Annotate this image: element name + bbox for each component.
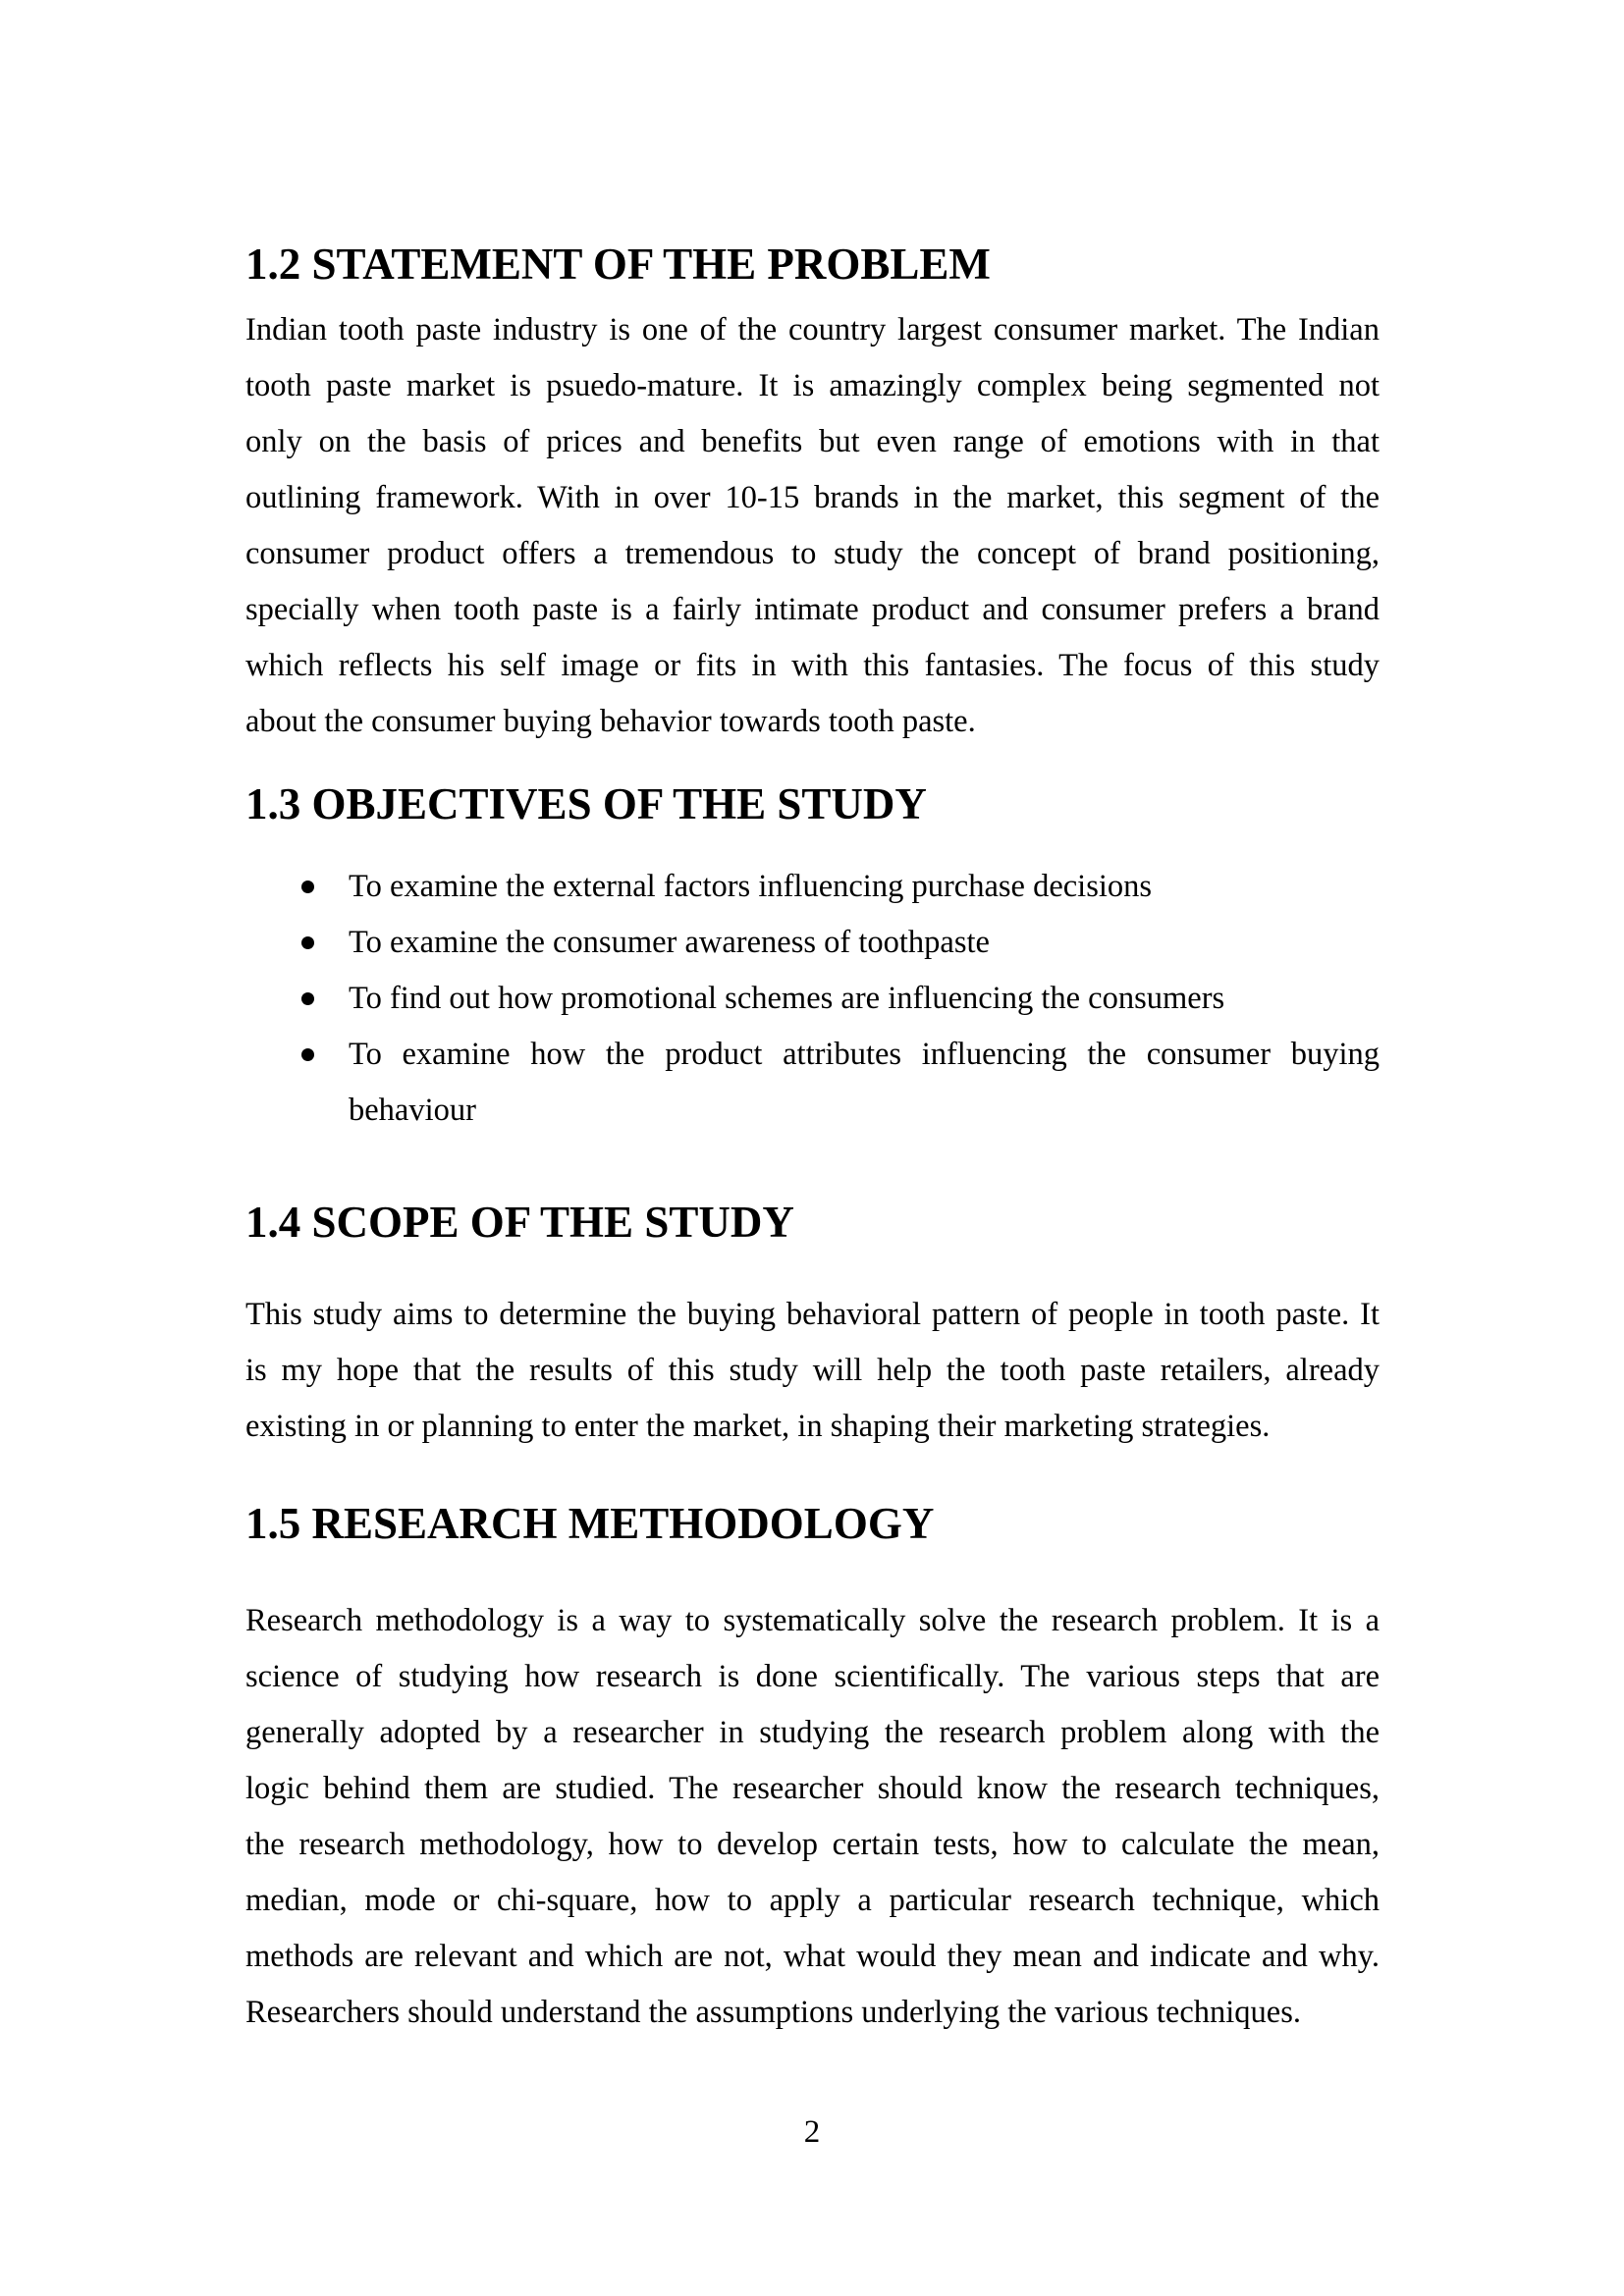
bullet-text — [349, 1027, 1380, 1139]
text-line: logic behind them are studied. The researcher should know the research techniques, — [245, 1771, 1380, 1806]
text-line: This study aims to determine the buying behavioral pattern of people in tooth paste. It — [245, 1297, 1380, 1332]
text-line: tooth paste market is psuedo-mature. It is amazingly complex being segmented not — [245, 368, 1380, 403]
bullet-icon — [301, 936, 314, 949]
text-line: To examine the consumer awareness of toothpaste — [349, 925, 990, 960]
bullet-icon — [301, 992, 314, 1005]
heading-objectives-of-the-study: 1.3 OBJECTIVES OF THE STUDY — [245, 779, 927, 828]
paragraph-scope — [245, 1287, 1380, 1455]
text-line: Researchers should understand the assumptions underlying the various techniques. — [245, 1995, 1301, 2030]
list-item — [245, 1027, 1380, 1139]
section-research-methodology — [245, 1498, 1380, 2041]
bullet-text — [349, 915, 1380, 971]
list-item — [245, 971, 1380, 1027]
heading-research-methodology: 1.5 RESEARCH METHODOLOGY — [245, 1499, 935, 1548]
text-line: Research methodology is a way to systematically solve the research problem. It is a — [245, 1603, 1380, 1638]
text-line: Indian tooth paste industry is one of the country largest consumer market. The Indian — [245, 312, 1380, 347]
text-line: behaviour — [349, 1093, 476, 1128]
text-line: To examine how the product attributes influencing the consumer buying — [349, 1037, 1380, 1072]
bullet-icon — [301, 1048, 314, 1061]
text-line: the research methodology, how to develop certain tests, how to calculate the mean, — [245, 1827, 1380, 1862]
text-line: which reflects his self image or fits in with this fantasies. The focus of this study — [245, 648, 1380, 683]
text-line: methods are relevant and which are not, what would they mean and indicate and why. — [245, 1939, 1380, 1974]
objectives-bullet-list — [245, 859, 1380, 1139]
bullet-icon — [301, 881, 314, 893]
text-line: To find out how promotional schemes are influencing the consumers — [349, 981, 1225, 1016]
text-line: is my hope that the results of this study will help the tooth paste retailers, already — [245, 1353, 1380, 1388]
text-line: about the consumer buying behavior towards tooth paste. — [245, 704, 976, 739]
text-line: consumer product offers a tremendous to study the concept of brand positioning, — [245, 536, 1380, 571]
list-item — [245, 859, 1380, 915]
section-objectives-of-the-study — [245, 778, 1380, 1139]
text-line: only on the basis of prices and benefits but even range of emotions with in that — [245, 424, 1380, 459]
text-line: outlining framework. With in over 10-15 brands in the market, this segment of the — [245, 480, 1380, 515]
text-line: To examine the external factors influencing purchase decisions — [349, 869, 1153, 904]
text-line: specially when tooth paste is a fairly intimate product and consumer prefers a brand — [245, 592, 1380, 627]
text-line: existing in or planning to enter the market, in shaping their marketing strategies. — [245, 1409, 1271, 1444]
page-number: 2 — [803, 2114, 821, 2150]
section-scope-of-the-study — [245, 1197, 1380, 1455]
bullet-text — [349, 971, 1380, 1027]
text-line: generally adopted by a researcher in studying the research problem along with the — [245, 1715, 1380, 1750]
heading-statement-of-the-problem: 1.2 STATEMENT OF THE PROBLEM — [245, 240, 991, 289]
heading-scope-of-the-study: 1.4 SCOPE OF THE STUDY — [245, 1198, 794, 1247]
paragraph-methodology — [245, 1593, 1380, 2041]
section-statement-of-the-problem — [245, 239, 1380, 750]
paragraph-statement — [245, 302, 1380, 750]
text-line: median, mode or chi-square, how to apply a particular research technique, which — [245, 1883, 1380, 1918]
list-item — [245, 915, 1380, 971]
text-line: science of studying how research is done scientifically. The various steps that are — [245, 1659, 1380, 1694]
bullet-text — [349, 859, 1380, 915]
